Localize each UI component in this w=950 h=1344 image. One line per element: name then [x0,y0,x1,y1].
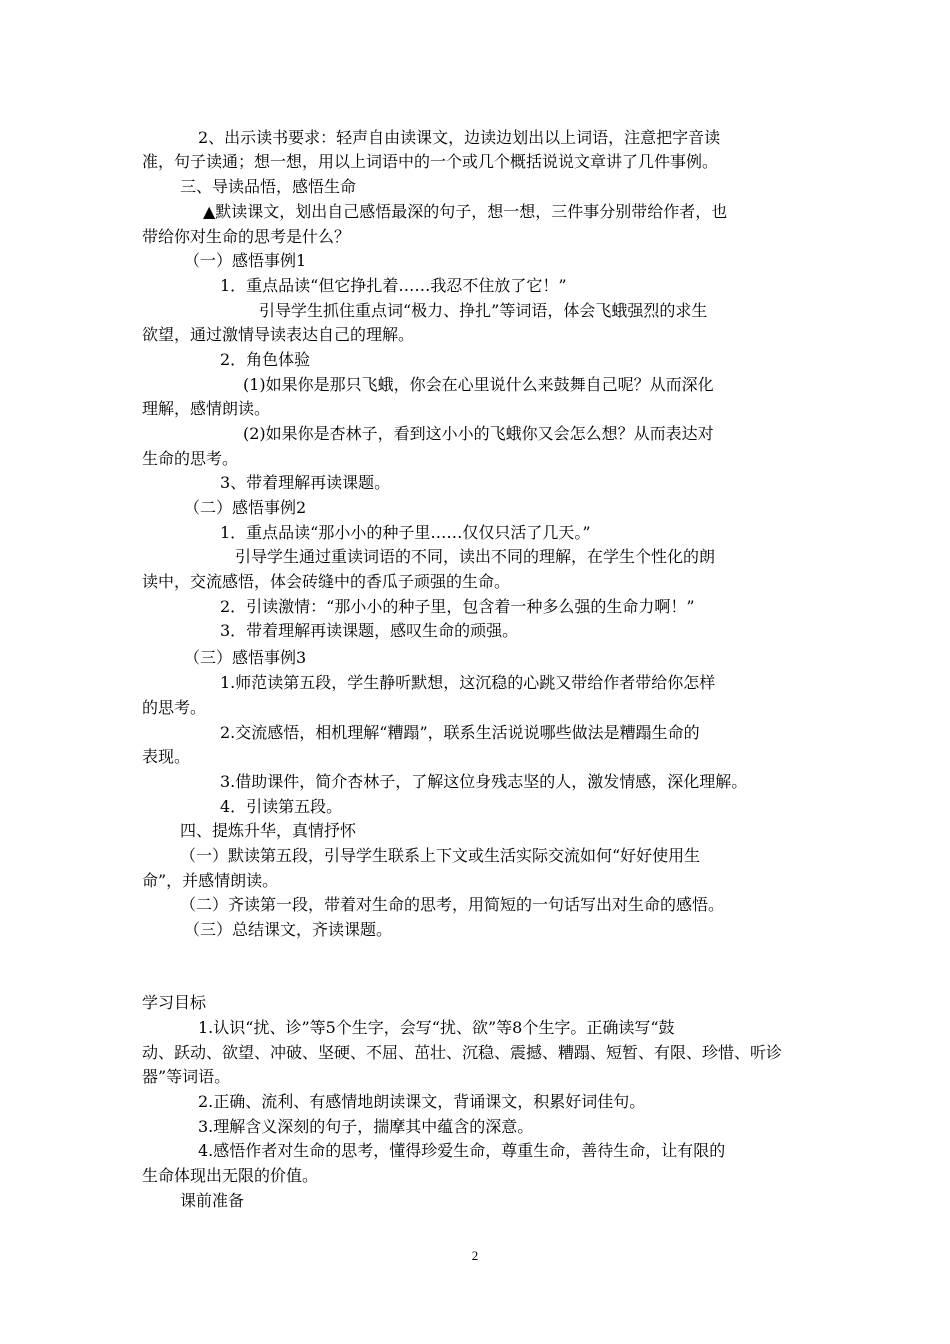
text-line: 准，句子读通；想一想，用以上词语中的一个或几个概括说说文章讲了几件事例。 [142,152,719,171]
text-line: 1．重点品读“但它挣扎着……我忍不住放了它！” [220,276,567,295]
text-line: 3.借助课件，简介杏林子，了解这位身残志坚的人，激发情感，深化理解。 [220,772,748,791]
text-line: 2、出示读书要求：轻声自由读课文，边读边划出以上词语，注意把字音读 [198,128,721,147]
text-line: 2.正确、流利、有感情地朗读课文，背诵课文，积累好词佳句。 [198,1092,646,1111]
text-line: 3.理解含义深刻的句子，揣摩其中蕴含的深意。 [198,1117,534,1136]
text-line: 3、带着理解再读课题。 [220,473,391,492]
text-line: 2．角色体验 [220,350,311,369]
text-line: 4.感悟作者对生命的思考，懂得珍爱生命，尊重生命，善待生命，让有限的 [198,1141,726,1160]
text-line: 2.交流感悟，相机理解“糟蹋”，联系生活说说哪些做法是糟蹋生命的 [220,723,700,742]
text-line: 1.认识“扰、诊”等5个生字，会写“扰、欲”等8个生字。正确读写“鼓 [198,1018,675,1037]
text-line: 1．重点品读“那小小的种子里……仅仅只活了几天。” [220,523,591,542]
section-heading: 学习目标 [142,993,207,1012]
text-line: （一）默读第五段，引导学生联系上下文或生活实际交流如何“好好使用生 [180,846,701,865]
text-line: 1.师范读第五段，学生静听默想，这沉稳的心跳又带给作者带给你怎样 [220,673,716,692]
text-line: 的思考。 [142,698,207,717]
subsection-heading: （三）感悟事例3 [184,648,307,667]
text-line: (1)如果你是那只飞蛾，你会在心里说什么来鼓舞自己呢？从而深化 [243,375,714,394]
section-heading: 四、提炼升华，真情抒怀 [180,821,357,840]
text-line: ▲默读课文，划出自己感悟最深的句子，想一想，三件事分别带给作者，也 [203,202,728,221]
text-line: 器”等词语。 [142,1067,231,1086]
text-line: 2．引读激情：“那小小的种子里，包含着一种多么强的生命力啊！” [220,597,695,616]
text-line: 命”，并感情朗读。 [142,871,279,890]
text-line: 欲望，通过激情导读表达自己的理解。 [142,325,415,344]
text-line: 引导学生抓住重点词“极力、挣扎”等词语，体会飞蛾强烈的求生 [259,301,708,320]
section-heading: 课前准备 [180,1191,245,1210]
text-line: （二）齐读第一段，带着对生命的思考，用简短的一句话写出对生命的感悟。 [180,895,725,914]
text-line: 表现。 [142,747,191,766]
page-number: 2 [471,1248,479,1263]
section-heading: 三、导读品悟，感悟生命 [180,177,357,196]
text-line: 引导学生通过重读词语的不同，读出不同的理解，在学生个性化的朗 [235,547,716,566]
text-line: 读中，交流感悟，体会砖缝中的香瓜子顽强的生命。 [142,572,511,591]
text-line: 生命的思考。 [142,449,239,468]
text-line: （三）总结课文，齐读课题。 [184,920,393,939]
text-line: 带给你对生命的思考是什么？ [142,227,351,246]
text-line: 生命体现出无限的价值。 [142,1166,319,1185]
subsection-heading: （二）感悟事例2 [184,498,307,517]
text-line: (2)如果你是杏林子，看到这小小的飞蛾你又会怎么想？从而表达对 [243,424,714,443]
text-line: 动、跃动、欲望、冲破、坚硬、不屈、茁壮、沉稳、震撼、糟蹋、短暂、有限、珍惜、听诊 [142,1043,783,1062]
text-line: 4．引读第五段。 [220,797,343,816]
subsection-heading: （一）感悟事例1 [184,251,307,270]
text-line: 3．带着理解再读课题，感叹生命的顽强。 [220,621,519,640]
text-line: 理解，感情朗读。 [142,399,271,418]
